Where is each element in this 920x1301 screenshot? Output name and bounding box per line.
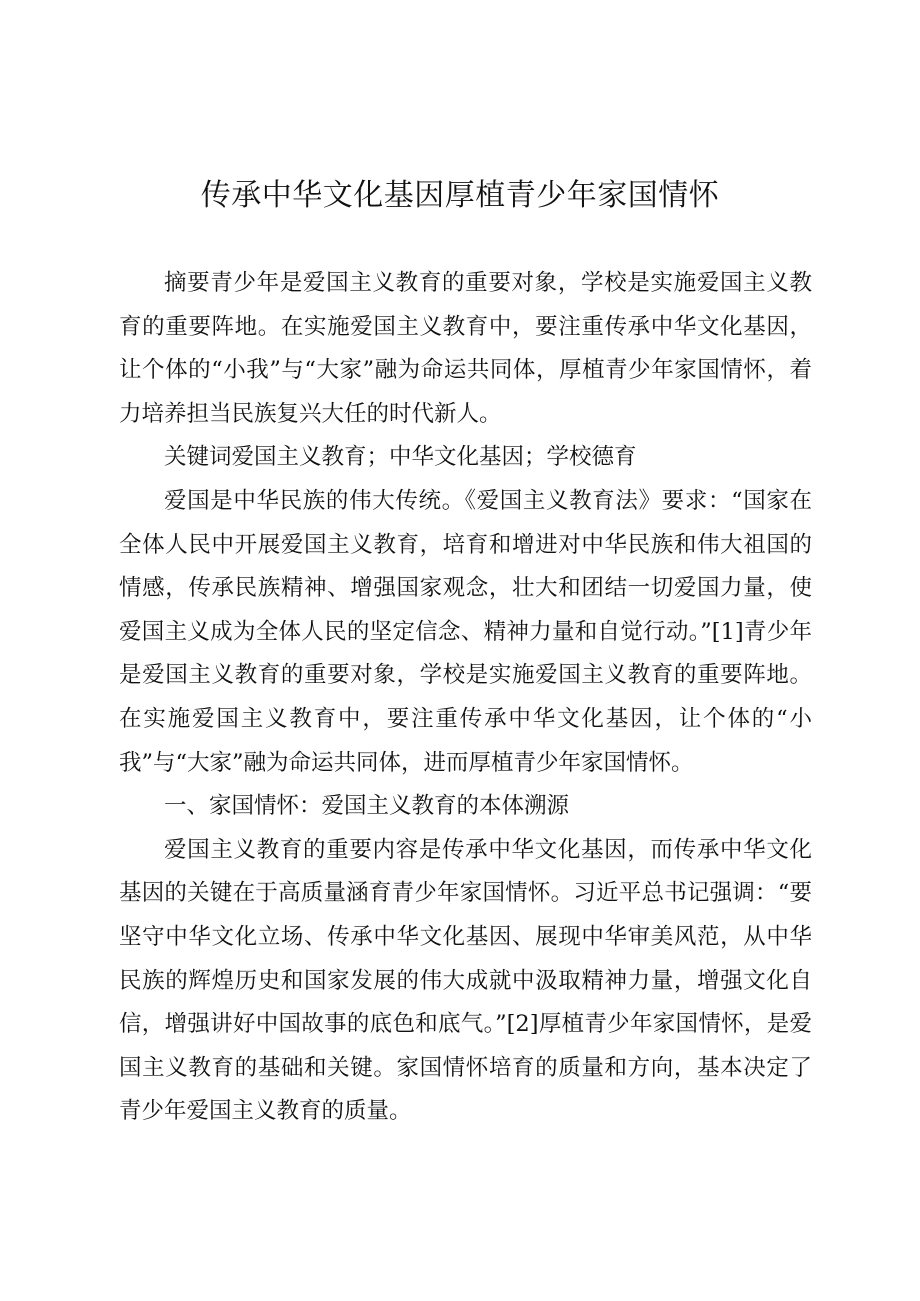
section-heading: 一、家国情怀：爱国主义教育的本体溯源 [164,793,570,820]
document-body [119,262,812,1134]
intro-paragraph: 爱国是中华民族的伟大传统。《爱国主义教育法》要求：“国家在全体人民中开展爱国主义教育，培育和增进对中华民族和伟大祖国的情感，传承民族精神、增强国家观念，壮大和团结一切爱国力量，使爱国主义成为全体人民的坚定信念、精神力量和自觉行动。”[1]青少年是爱国主义教育的重要对象，学校是实施爱国主义教育的重要阵地。在实施爱国主义教育中，要注重传承中华文化基因，让个体的“小我”与“大家”融为命运共同体，进而厚植青少年家国情怀。 [119,487,812,776]
document-title: 传承中华文化基因厚植青少年家国情怀 [200,178,720,213]
section-paragraph: 爱国主义教育的重要内容是传承中华文化基因，而传承中华文化基因的关键在于高质量涵育青少年家国情怀。习近平总书记强调：“要坚守中华文化立场、传承中华文化基因、展现中华审美风范，从中华民族的辉煌历史和国家发展的伟大成就中汲取精神力量，增强文化自信，增强讲好中国故事的底色和底气。”[2]厚植青少年家国情怀，是爱国主义教育的基础和关键。家国情怀培育的质量和方向，基本决定了青少年爱国主义教育的质量。 [119,836,812,1125]
keywords-paragraph: 关键词爱国主义教育；中华文化基因；学校德育 [164,444,637,471]
abstract-paragraph: 摘要青少年是爱国主义教育的重要对象，学校是实施爱国主义教育的重要阵地。在实施爱国主义教育中，要注重传承中华文化基因，让个体的“小我”与“大家”融为命运共同体，厚植青少年家国情怀，着力培养担当民族复兴大任的时代新人。 [119,270,812,427]
